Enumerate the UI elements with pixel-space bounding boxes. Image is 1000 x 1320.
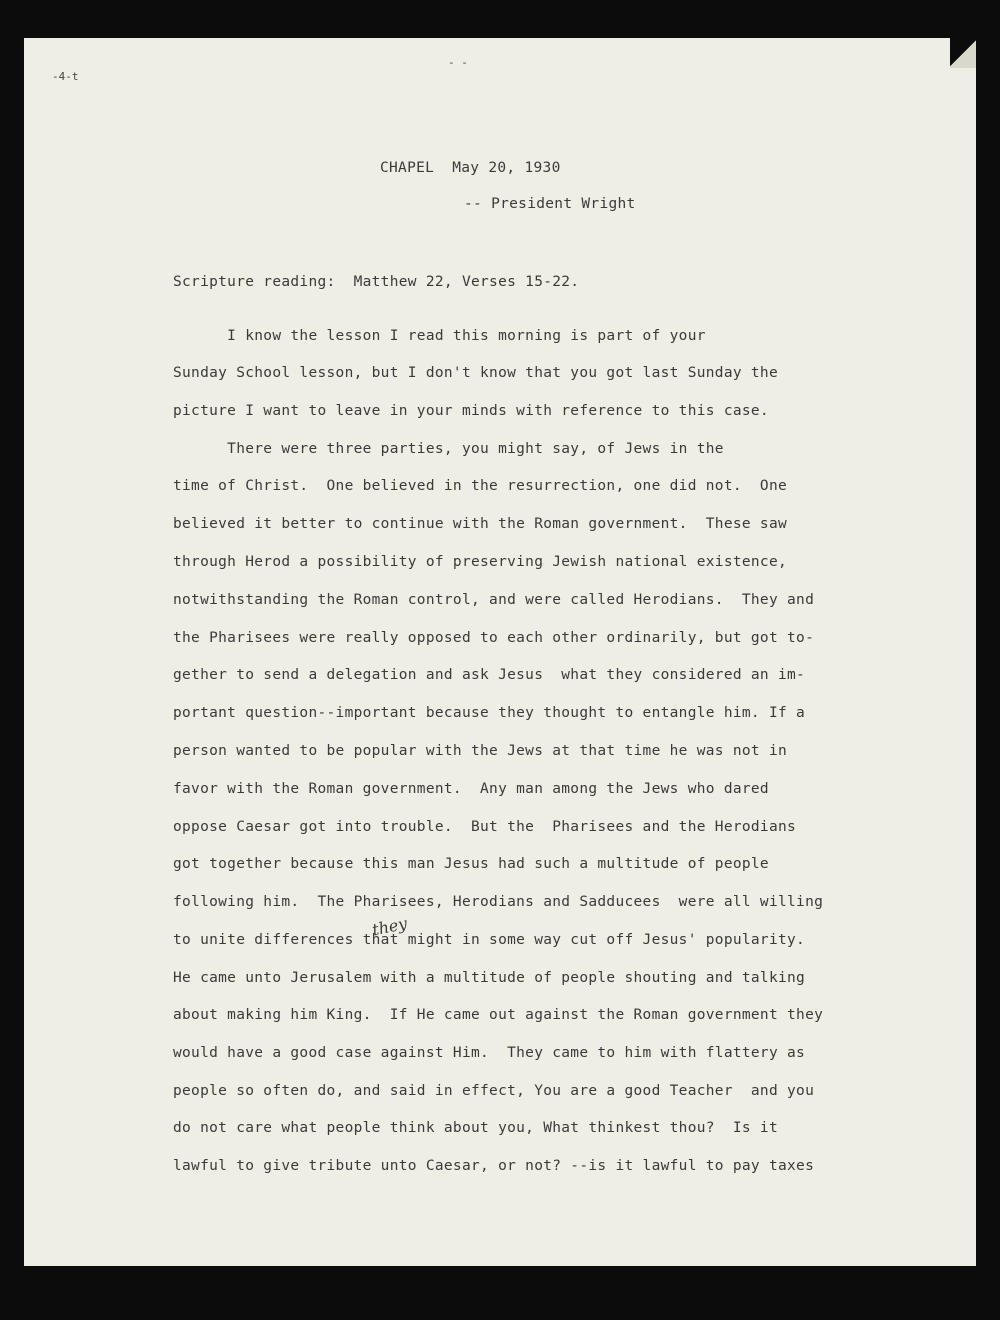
body-line: people so often do, and said in effect, You are a good Teacher and you <box>173 1083 815 1099</box>
body-line: lawful to give tribute unto Caesar, or not? --is it lawful to pay taxes <box>173 1158 815 1174</box>
body-line: gether to send a delegation and ask Jesus what they considered an im- <box>173 667 806 683</box>
body-line: got together because this man Jesus had such a multitude of people <box>173 856 769 872</box>
handwritten-insertion: they <box>370 913 409 940</box>
body-line: about making him King. If He came out against the Roman government they <box>173 1007 824 1023</box>
body-line: the Pharisees were really opposed to each other ordinarily, but got to- <box>173 630 815 646</box>
body-line: time of Christ. One believed in the resurrection, one did not. One <box>173 478 788 494</box>
body-line: I know the lesson I read this morning is part of your <box>173 328 706 344</box>
folded-corner <box>950 38 976 68</box>
paper-page <box>24 38 976 1266</box>
body-line: following him. The Pharisees, Herodians and Sadducees were all willing <box>173 894 824 910</box>
body-line: favor with the Roman government. Any man among the Jews who dared <box>173 781 769 797</box>
body-line: to unite differences that might in some way cut off Jesus' popularity. <box>173 932 806 948</box>
document-attribution: -- President Wright <box>464 196 636 212</box>
top-center-mark: - - <box>448 56 468 69</box>
corner-mark: -4-t <box>52 70 79 83</box>
body-line: through Herod a possibility of preserving Jewish national existence, <box>173 554 788 570</box>
document-title: CHAPEL May 20, 1930 <box>380 160 561 176</box>
body-line: Sunday School lesson, but I don't know that you got last Sunday the <box>173 365 778 381</box>
scripture-reference: Scripture reading: Matthew 22, Verses 15-22. <box>173 274 580 290</box>
body-line: picture I want to leave in your minds with reference to this case. <box>173 403 769 419</box>
body-line: do not care what people think about you, What thinkest thou? Is it <box>173 1120 778 1136</box>
body-line: oppose Caesar got into trouble. But the Pharisees and the Herodians <box>173 819 797 835</box>
body-line: portant question--important because they thought to entangle him. If a <box>173 705 806 721</box>
body-line: person wanted to be popular with the Jews at that time he was not in <box>173 743 788 759</box>
body-line: He came unto Jerusalem with a multitude of people shouting and talking <box>173 970 806 986</box>
body-line: There were three parties, you might say, of Jews in the <box>173 441 724 457</box>
body-line: would have a good case against Him. They came to him with flattery as <box>173 1045 806 1061</box>
body-line: believed it better to continue with the Roman government. These saw <box>173 516 788 532</box>
body-line: notwithstanding the Roman control, and were called Herodians. They and <box>173 592 815 608</box>
